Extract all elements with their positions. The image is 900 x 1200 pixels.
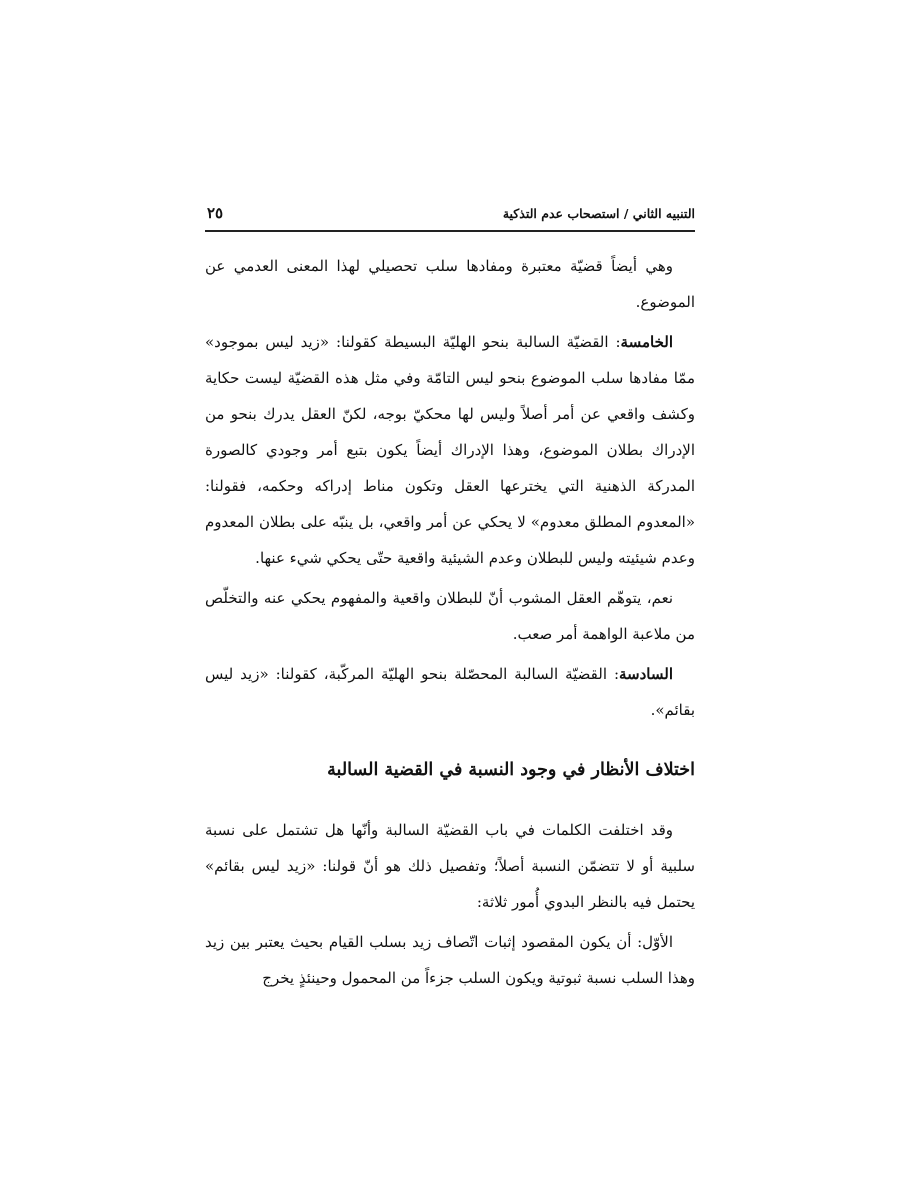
paragraph-4-lead: السادسة: [619, 665, 673, 683]
page-body: [205, 248, 695, 1000]
paragraph-3: نعم، يتوهّم العقل المشوب أنّ للبطلان واقعية والمفهوم يحكي عنه والتخلّص من ملاعبة الواهمة أمر صعب.: [205, 589, 695, 643]
running-title: التنبيه الثاني / استصحاب عدم التذكية: [502, 206, 695, 221]
page-number: ٢٥: [207, 204, 224, 222]
paragraph-4-text: : القضيّة السالبة المحصّلة بنحو الهليّة المركّبة، كقولنا: «زيد ليس بقائم».: [205, 665, 695, 719]
paragraph-2-text: : القضيّة السالبة بنحو الهليّة البسيطة كقولنا: «زيد ليس بموجود» ممّا مفادها سلب الموضوع بنحو ليس التامّة وفي مثل هذه القضيّة ليست حكاية وكشف واقعي عن أمر أصلاً وليس لها محكيّ بوجه، لكنّ العقل يدرك بنحو من الإدراك بطلان الموضوع، وهذا الإدراك أيضاً يكون بتبع أمر وجودي كالصورة المدركة الذهنية التي يخترعها العقل وتكون مناط إدراكه وحكمه، فقولنا: «المعدوم المطلق معدوم» لا يحكي عن أمر واقعي، بل ينبّه على بطلان المعدوم وعدم شيئيته وليس للبطلان وعدم الشيئية واقعية حتّى يحكي شيء عنها.: [205, 333, 695, 567]
paragraph-4: [205, 656, 695, 728]
paragraph-2: [205, 324, 695, 576]
section-heading: اختلاف الأنظار في وجود النسبة في القضية السالبة: [327, 760, 695, 780]
paragraph-6: الأوّل: أن يكون المقصود إثبات اتّصاف زيد بسلب القيام بحيث يعتبر بين زيد وهذا السلب نسبة ثبوتية ويكون السلب جزءاً من المحمول وحينئذٍ يخرج: [205, 933, 695, 987]
paragraph-2-lead: الخامسة: [620, 333, 673, 351]
page-header: [205, 204, 695, 232]
paragraph-1: وهي أيضاً قضيّة معتبرة ومفادها سلب تحصيلي لهذا المعنى العدمي عن الموضوع.: [205, 257, 695, 311]
paragraph-5: وقد اختلفت الكلمات في باب القضيّة السالبة وأنّها هل تشتمل على نسبة سلبية أو لا تتضمّن النسبة أصلاً؛ وتفصيل ذلك هو أنّ قولنا: «زيد ليس بقائم» يحتمل فيه بالنظر البدوي أُمور ثلاثة:: [205, 821, 695, 911]
